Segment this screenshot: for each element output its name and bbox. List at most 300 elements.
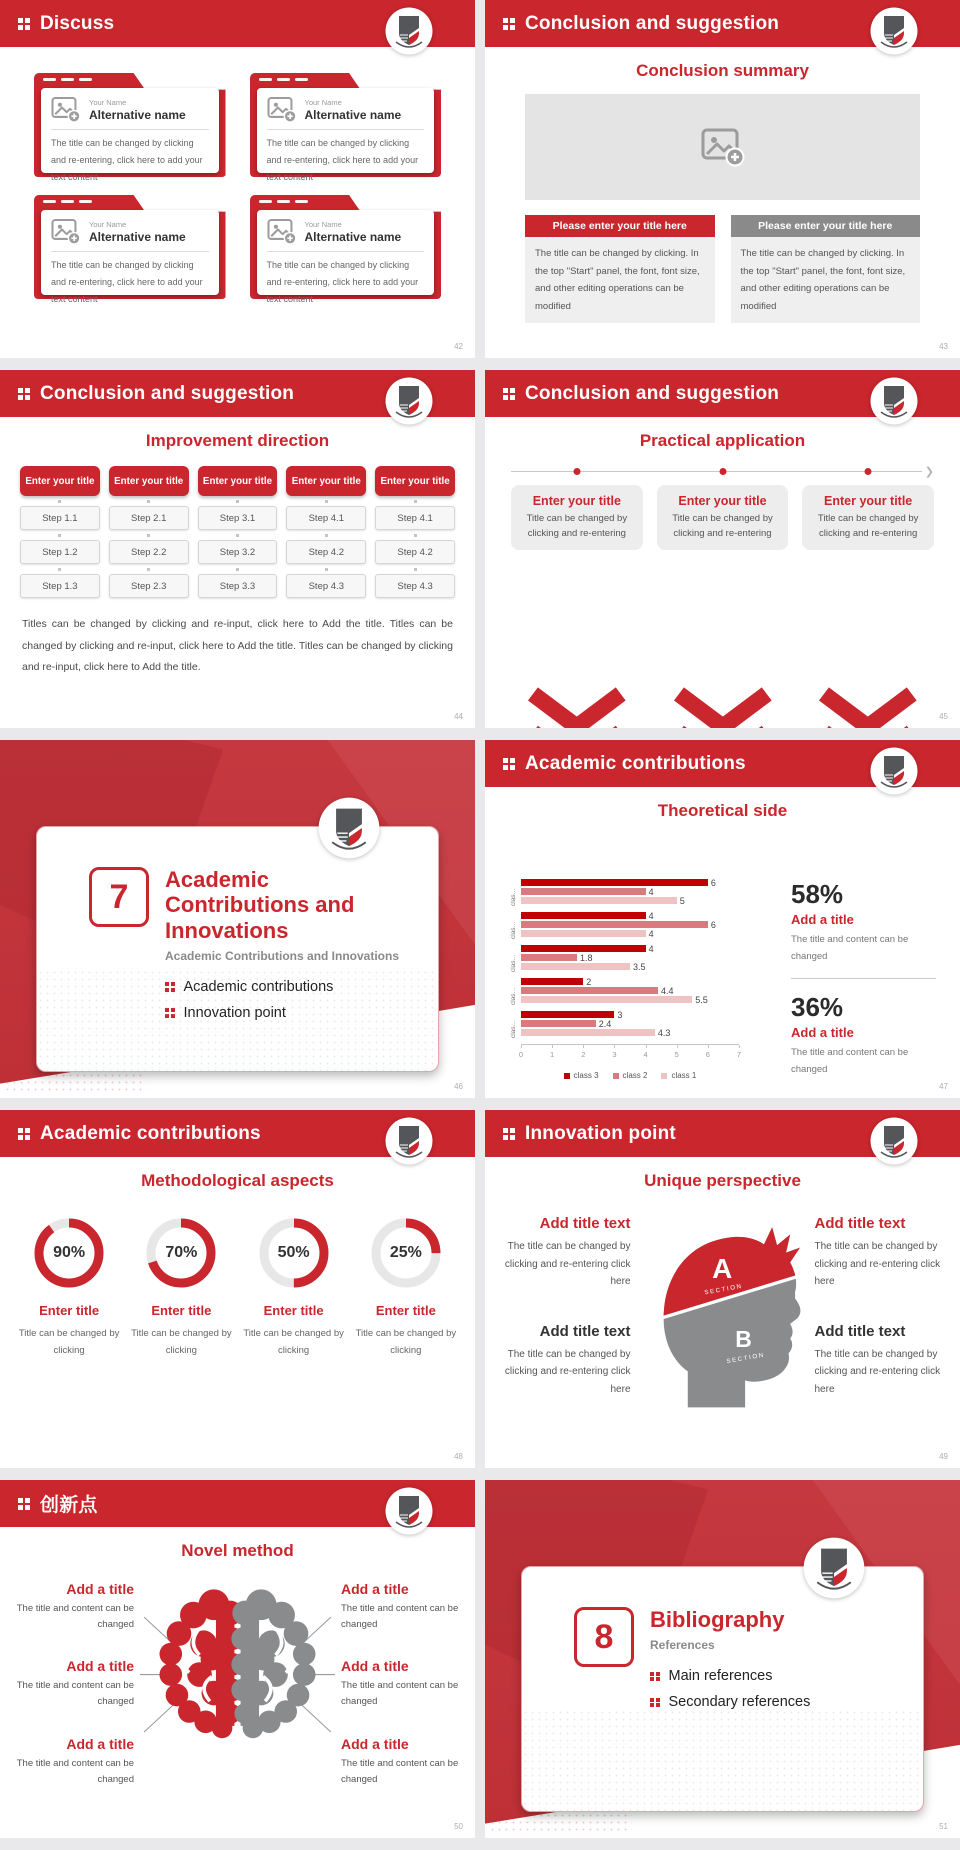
title-card — [657, 485, 789, 550]
stat-title: Add a title — [791, 1025, 854, 1041]
bar — [521, 1011, 614, 1018]
page-number: 45 — [939, 712, 948, 721]
slide-discuss[interactable] — [0, 0, 475, 358]
bar — [521, 921, 708, 928]
page-number: 49 — [939, 1452, 948, 1461]
connector-dot — [147, 568, 150, 571]
connector-dot — [414, 568, 417, 571]
tab-dashes — [43, 200, 92, 203]
block-body: The title and content can be changed — [341, 1680, 459, 1708]
title-text-block — [341, 1658, 475, 1710]
right-text-column — [341, 1567, 475, 1813]
title-card — [511, 485, 643, 550]
bar — [521, 987, 658, 994]
panel-red — [525, 215, 715, 323]
person-name-label: Your Name — [304, 97, 342, 107]
donut-chart — [31, 1215, 107, 1291]
connector-dot — [414, 534, 417, 537]
step-box: Step 1.1 — [20, 506, 100, 530]
red-dots-icon — [650, 1672, 660, 1682]
legend-swatch — [661, 1073, 667, 1079]
block-title: Add title text — [539, 1322, 631, 1340]
panel-title-bar: Please enter your title here — [525, 215, 715, 237]
divider — [267, 129, 425, 130]
bar — [521, 963, 630, 970]
step-box: Step 4.3 — [286, 574, 366, 598]
stat-block — [791, 879, 936, 965]
connector-dot — [236, 568, 239, 571]
folder-card-front — [257, 210, 435, 305]
step-box: Step 4.2 — [286, 540, 366, 564]
body-paragraph: Titles can be changed by clicking and re-input, click here to Add the title. Titles can be changed by clicking and re-input, click here to Add the title. Titles can be changed by clicking and re-input, click here to Add the title. — [22, 618, 453, 674]
bar — [521, 1029, 655, 1036]
bar-row — [521, 987, 771, 994]
university-logo-badge — [870, 747, 918, 795]
section-card — [36, 826, 439, 1072]
axis-tick-label: 6 — [705, 1050, 710, 1059]
timeline — [511, 465, 934, 479]
slide-title: Improvement direction — [145, 431, 330, 450]
bar-row — [521, 1011, 771, 1018]
section-title: Bibliography — [650, 1607, 785, 1632]
donut-title: Enter title — [151, 1303, 212, 1318]
brain-diagram-row — [0, 1567, 475, 1813]
timeline-dot — [719, 468, 726, 475]
slide-content — [485, 801, 960, 1098]
card-title: Enter your title — [678, 494, 767, 508]
slide-header-title: Conclusion and suggestion — [525, 12, 780, 34]
panel-body-text: The title can be changed by clicking. In the top "Start" panel, the font, font size, and other editing operations can be modified — [731, 237, 921, 323]
step-column — [286, 466, 366, 598]
chart-legend — [521, 1071, 739, 1080]
name-cards-grid — [34, 73, 441, 305]
donut-chart — [143, 1215, 219, 1291]
axis-tick-label: 2 — [581, 1050, 586, 1059]
divider — [267, 251, 425, 252]
header-dots-icon — [503, 18, 515, 30]
block-body: The title can be changed by clicking and re-entering click here — [504, 1241, 631, 1287]
slide-theoretical-side[interactable] — [485, 740, 960, 1098]
step-column — [20, 466, 100, 598]
section-item-list — [650, 1668, 810, 1710]
section-text — [650, 1607, 810, 1720]
axis-tick — [739, 1045, 740, 1048]
block-body: The title and content can be changed — [341, 1603, 459, 1631]
block-body: The title can be changed by clicking and re-entering click here — [814, 1241, 941, 1287]
step-column — [198, 466, 278, 598]
axis-tick — [614, 1045, 615, 1048]
university-logo-badge — [385, 7, 433, 55]
legend-item — [613, 1071, 648, 1080]
bar-group — [509, 879, 771, 906]
red-dots-icon — [650, 1698, 660, 1708]
bar-value-label: 6 — [710, 919, 716, 930]
donut-percent-label: 70% — [165, 1244, 198, 1261]
slide-improvement-direction[interactable] — [0, 370, 475, 728]
step-box: Step 4.2 — [375, 540, 455, 564]
section-a-label: A — [711, 1252, 732, 1284]
head-silhouette-graphic — [637, 1199, 809, 1411]
bar-value-label: 3.5 — [633, 961, 646, 972]
title-text-block — [0, 1736, 134, 1788]
person-name: Alternative name — [304, 107, 402, 122]
block-body: The title and content can be changed — [16, 1603, 134, 1631]
university-logo-badge — [870, 1117, 918, 1165]
card-subtitle: Title can be changed by clicking and re-entering — [526, 513, 628, 539]
card-body-text: The title can be changed by clicking and re-entering, click here to add your text content — [266, 138, 419, 183]
university-logo-badge — [318, 797, 380, 859]
university-logo-badge — [385, 1487, 433, 1535]
slide-methodological-aspects[interactable] — [0, 1110, 475, 1468]
divider — [51, 251, 209, 252]
bar-value-label: 2.4 — [598, 1018, 612, 1029]
image-placeholder-icon — [51, 96, 81, 123]
timeline-dot — [573, 468, 580, 475]
bar-value-label: 4.3 — [657, 1027, 671, 1038]
university-logo-badge — [385, 377, 433, 425]
slide-header-title: Academic contributions — [40, 1122, 261, 1144]
header-dots-icon — [18, 388, 30, 400]
person-name-label: Your Name — [304, 219, 342, 229]
header-dots-icon — [503, 1128, 515, 1140]
steps-columns — [20, 466, 455, 598]
connector-dot — [58, 500, 61, 503]
step-box: Step 4.3 — [375, 574, 455, 598]
bar-row — [521, 930, 771, 937]
slide-section-7[interactable] — [0, 740, 475, 1098]
card-body-text: The title can be changed by clicking and re-entering, click here to add your text content — [51, 138, 203, 183]
bar — [521, 879, 708, 886]
header-dots-icon — [503, 388, 515, 400]
donut-chart — [256, 1215, 332, 1291]
slide-content — [0, 1541, 475, 1838]
axis-tick — [708, 1045, 709, 1048]
bar — [521, 897, 677, 904]
block-title: Add a title — [341, 1658, 409, 1675]
step-column — [109, 466, 189, 598]
practical-columns — [511, 485, 934, 728]
section-card — [521, 1566, 924, 1812]
slide-content — [485, 61, 960, 358]
person-name: Alternative name — [89, 107, 186, 122]
donut-body-text: Title can be changed by clicking — [18, 1328, 120, 1357]
bar-group — [509, 912, 771, 939]
axis-tick-label: 1 — [550, 1050, 555, 1059]
image-placeholder-icon — [51, 218, 81, 245]
step-box: Step 1.3 — [20, 574, 100, 598]
step-box: Step 4.1 — [375, 506, 455, 530]
axis-tick-label: 3 — [612, 1050, 617, 1059]
enter-title-button: Enter your title — [198, 466, 278, 496]
timeline-dot — [865, 468, 872, 475]
slide-practical-application[interactable] — [485, 370, 960, 728]
divider — [51, 129, 209, 130]
person-name-label: Your Name — [89, 97, 127, 107]
step-box: Step 2.1 — [109, 506, 189, 530]
slide-content — [485, 1171, 960, 1468]
section-title: Academic Contributions and Innovations — [165, 867, 355, 943]
bar-row — [521, 879, 771, 886]
section-subtitle: References — [650, 1638, 715, 1653]
timeline-arrow-icon: ❯ — [924, 466, 934, 478]
practical-column — [657, 485, 789, 728]
stat-percent: 36% — [791, 992, 844, 1023]
bar-value-label: 1.8 — [580, 952, 593, 963]
folder-card-front — [41, 210, 219, 305]
donut-body-text: Title can be changed by clicking — [243, 1328, 344, 1357]
category-label: clas… — [510, 887, 517, 906]
card-title: Enter your title — [824, 494, 913, 508]
step-box: Step 3.3 — [198, 574, 278, 598]
connector-dot — [325, 534, 328, 537]
bar-row — [521, 912, 771, 919]
step-box: Step 3.1 — [198, 506, 278, 530]
bar-value-label: 4 — [648, 928, 654, 939]
person-name-label: Your Name — [89, 219, 127, 229]
page-number: 46 — [454, 1082, 463, 1091]
image-placeholder-icon — [267, 218, 297, 245]
slide-title: Conclusion summary — [636, 61, 809, 80]
header-dots-icon — [18, 18, 30, 30]
slide-content — [0, 431, 475, 728]
bar-value-label: 4 — [648, 943, 654, 954]
stat-block — [791, 978, 936, 1078]
block-title: Add a title — [66, 1581, 134, 1597]
page-number: 50 — [454, 1822, 463, 1831]
title-panels — [525, 215, 920, 323]
connector-dot — [236, 500, 239, 503]
page-number: 44 — [454, 712, 463, 721]
panel-body-text: The title can be changed by clicking. In the top "Start" panel, the font, font size, and other editing operations can be modified — [525, 237, 715, 323]
section-number-box: 8 — [574, 1607, 634, 1667]
bar-value-label: 6 — [710, 877, 716, 888]
block-title: Add a title — [66, 1735, 134, 1752]
section-item — [650, 1694, 810, 1710]
stat-body: The title and content can be changed — [791, 934, 909, 962]
university-logo-badge — [803, 1537, 865, 1599]
title-card — [802, 485, 934, 550]
category-label: clas… — [510, 986, 517, 1005]
wave-dots-decoration — [522, 1709, 923, 1811]
panel-gray — [731, 215, 921, 323]
bar — [521, 1020, 596, 1027]
slide-content — [0, 73, 475, 358]
bar-row — [521, 888, 771, 895]
section-item-label: Secondary references — [668, 1694, 811, 1711]
block-title: Add title text — [539, 1215, 631, 1232]
slide-title: Novel method — [181, 1541, 294, 1560]
card-body-text: The title can be changed by clicking and re-entering, click here to add your text content — [51, 260, 203, 305]
step-column — [375, 466, 455, 598]
image-placeholder-box — [525, 94, 920, 200]
header-dots-icon — [18, 1128, 30, 1140]
bar — [521, 888, 646, 895]
donut-chart — [368, 1215, 444, 1291]
slide-unique-perspective[interactable] — [485, 1110, 960, 1468]
donut-column — [130, 1215, 232, 1359]
university-logo-badge — [870, 7, 918, 55]
block-body: The title and content can be changed — [16, 1680, 134, 1708]
enter-title-button: Enter your title — [286, 466, 366, 496]
bar-row — [521, 978, 771, 985]
block-title: Add a title — [341, 1581, 409, 1597]
stat-title: Add a title — [791, 912, 854, 927]
connector-dot — [58, 568, 61, 571]
step-box: Step 4.1 — [286, 506, 366, 530]
step-box: Step 2.2 — [109, 540, 189, 564]
wave-dots-decoration — [37, 969, 438, 1071]
block-body: The title and content can be changed — [341, 1757, 459, 1785]
header-dots-icon — [18, 1498, 30, 1510]
legend-label: class 3 — [573, 1071, 599, 1080]
donut-chart-row — [18, 1215, 457, 1359]
step-box: Step 2.3 — [109, 574, 189, 598]
slide-section-8[interactable] — [485, 1480, 960, 1838]
slide-header-title: Academic contributions — [525, 752, 746, 774]
tab-dashes — [43, 78, 92, 81]
page-number: 42 — [454, 342, 463, 351]
section-item-label: Main references — [668, 1668, 773, 1685]
folder-card — [34, 195, 226, 305]
stat-body: The title and content can be changed — [791, 1047, 909, 1075]
slide-header-title: Discuss — [40, 12, 115, 34]
legend-item — [661, 1071, 696, 1080]
slide-title: Methodological aspects — [141, 1171, 334, 1190]
connector-dot — [414, 500, 417, 503]
bar — [521, 945, 646, 952]
card-body-text: The title can be changed by clicking and re-entering, click here to add your text content — [266, 260, 419, 305]
block-body: The title and content can be changed — [16, 1757, 134, 1785]
head-diagram-row — [485, 1199, 960, 1430]
enter-title-button: Enter your title — [20, 466, 100, 496]
title-text-block — [815, 1215, 957, 1291]
axis-tick — [646, 1045, 647, 1048]
block-body: The title can be changed by clicking and re-entering click here — [814, 1348, 941, 1395]
bar — [521, 930, 646, 937]
connector-dot — [325, 568, 328, 571]
bar-group — [509, 945, 771, 972]
bar-row — [521, 996, 771, 1003]
slide-title: Theoretical side — [657, 801, 788, 820]
bar-chart — [509, 879, 771, 1080]
left-text-column — [489, 1199, 631, 1430]
slide-novel-method[interactable] — [0, 1480, 475, 1838]
header-dots-icon — [503, 758, 515, 770]
legend-swatch — [564, 1073, 570, 1079]
university-logo-badge — [870, 377, 918, 425]
connector-dot — [147, 534, 150, 537]
step-box: Step 3.2 — [198, 540, 278, 564]
bar — [521, 996, 692, 1003]
title-text-block — [489, 1215, 631, 1291]
practical-column — [802, 485, 934, 728]
slide-conclusion-summary[interactable] — [485, 0, 960, 358]
practical-column — [511, 485, 643, 728]
person-name: Alternative name — [89, 229, 186, 244]
title-text-block — [815, 1323, 957, 1399]
slide-header-title: Innovation point — [525, 1122, 676, 1144]
donut-column — [18, 1215, 120, 1359]
block-title: Add a title — [66, 1658, 134, 1675]
donut-percent-label: 90% — [53, 1244, 86, 1261]
donut-body-text: Title can be changed by clicking — [355, 1328, 457, 1357]
connector-dot — [325, 500, 328, 503]
block-title: Add title text — [814, 1322, 906, 1340]
slide-title: Practical application — [639, 431, 806, 450]
bar-value-label: 4.4 — [661, 985, 674, 996]
donut-title: Enter title — [375, 1303, 436, 1318]
axis-tick-label: 4 — [643, 1050, 648, 1059]
brain-graphic — [140, 1581, 335, 1763]
donut-title: Enter title — [263, 1303, 324, 1318]
section-b-sublabel: SECTION — [725, 1351, 765, 1366]
section-a-sublabel: SECTION — [703, 1282, 743, 1297]
slide-content — [0, 1171, 475, 1468]
bar-value-label: 2 — [586, 976, 592, 987]
block-body: The title can be changed by clicking and re-entering click here — [504, 1348, 631, 1395]
bar-value-label: 5.5 — [695, 994, 708, 1005]
card-title: Enter your title — [532, 494, 621, 508]
person-name: Alternative name — [304, 229, 402, 244]
folder-card — [34, 73, 226, 183]
axis-tick-label: 5 — [674, 1050, 679, 1059]
title-text-block — [489, 1323, 631, 1399]
step-box: Step 1.2 — [20, 540, 100, 564]
bar-value-label: 5 — [679, 895, 685, 906]
bar-group — [509, 1011, 771, 1038]
folder-card — [250, 195, 442, 305]
section-item — [650, 1668, 810, 1684]
slide-header-title: 创新点 — [40, 1495, 98, 1516]
bar-row — [521, 897, 771, 904]
university-logo-badge — [385, 1117, 433, 1165]
bar-row — [521, 945, 771, 952]
bar-value-label: 4 — [648, 886, 654, 897]
donut-column — [243, 1215, 345, 1359]
bar-row — [521, 1020, 771, 1027]
section-number-box: 7 — [89, 867, 149, 927]
enter-title-button: Enter your title — [109, 466, 189, 496]
bar — [521, 912, 646, 919]
bar-row — [521, 963, 771, 970]
title-text-block — [341, 1581, 475, 1633]
right-text-column — [815, 1199, 957, 1430]
donut-column — [355, 1215, 457, 1359]
panel-title-bar: Please enter your title here — [731, 215, 921, 237]
category-label: clas… — [510, 953, 517, 972]
legend-item — [564, 1071, 599, 1080]
folder-card — [250, 73, 442, 183]
axis-tick — [583, 1045, 584, 1048]
connector-dot — [58, 534, 61, 537]
legend-swatch — [613, 1073, 619, 1079]
section-item-label: Innovation point — [183, 1004, 286, 1021]
connector-dot — [236, 534, 239, 537]
section-item-label: Academic contributions — [183, 978, 334, 995]
left-text-column — [0, 1567, 134, 1813]
page-number: 43 — [939, 342, 948, 351]
connector-dot — [147, 500, 150, 503]
page-number: 51 — [939, 1822, 948, 1831]
card-subtitle: Title can be changed by clicking and re-entering — [817, 513, 919, 539]
block-title: Add a title — [341, 1735, 409, 1752]
section-subtitle: Academic Contributions and Innovations — [165, 948, 400, 963]
enter-title-button: Enter your title — [375, 466, 455, 496]
tab-dashes — [259, 78, 308, 81]
image-placeholder-icon — [267, 96, 297, 123]
bar-group — [509, 978, 771, 1005]
tab-dashes — [259, 200, 308, 203]
